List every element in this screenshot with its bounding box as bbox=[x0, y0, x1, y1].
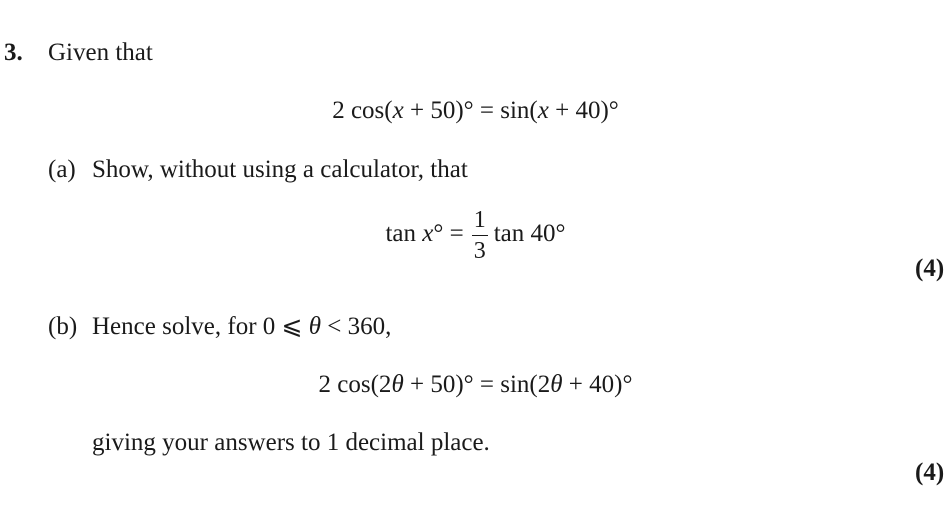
part-b-eq-var: θ bbox=[550, 371, 563, 398]
part-a-equation bbox=[0, 208, 951, 263]
part-b-eq-var: θ bbox=[391, 371, 404, 398]
part-b-label: (b) bbox=[48, 313, 78, 340]
part-a-eq-var: x bbox=[422, 220, 434, 248]
part-a-eq-part: tan 40° bbox=[493, 220, 566, 248]
part-b-eq-part: 2 cos(2 bbox=[318, 371, 392, 398]
part-b-text bbox=[92, 314, 391, 339]
part-a-eq-part: ° = bbox=[433, 220, 464, 248]
fraction bbox=[472, 208, 488, 263]
fraction-numerator: 1 bbox=[473, 207, 486, 233]
given-eq-var: x bbox=[392, 97, 404, 124]
fraction-denominator: 3 bbox=[473, 238, 486, 264]
part-b-var: θ bbox=[308, 313, 321, 340]
part-a-text: Show, without using a calculator, that bbox=[92, 156, 468, 183]
part-b-instruction: giving your answers to 1 decimal place. bbox=[92, 429, 490, 456]
part-b-text-part: < 360, bbox=[321, 313, 392, 340]
part-b-eq-part: + 40)° bbox=[562, 371, 633, 398]
fraction-bar bbox=[472, 235, 488, 236]
given-eq-part: + 40)° bbox=[548, 97, 619, 124]
question-number: 3. bbox=[4, 39, 23, 66]
given-equation bbox=[0, 98, 951, 123]
part-b-equation bbox=[0, 372, 951, 397]
part-a-marks: (4) bbox=[915, 255, 945, 282]
part-b-text-part: Hence solve, for 0 ⩽ bbox=[92, 313, 309, 340]
given-eq-part: 2 cos( bbox=[332, 97, 393, 124]
question-intro: Given that bbox=[48, 39, 153, 66]
given-eq-var: x bbox=[537, 97, 549, 124]
part-b-eq-part: + 50)° = sin(2 bbox=[403, 371, 551, 398]
part-b-marks: (4) bbox=[915, 459, 945, 486]
given-eq-part: + 50)° = sin( bbox=[403, 97, 538, 124]
part-a-label: (a) bbox=[48, 156, 76, 183]
part-a-eq-part: tan bbox=[385, 220, 423, 248]
